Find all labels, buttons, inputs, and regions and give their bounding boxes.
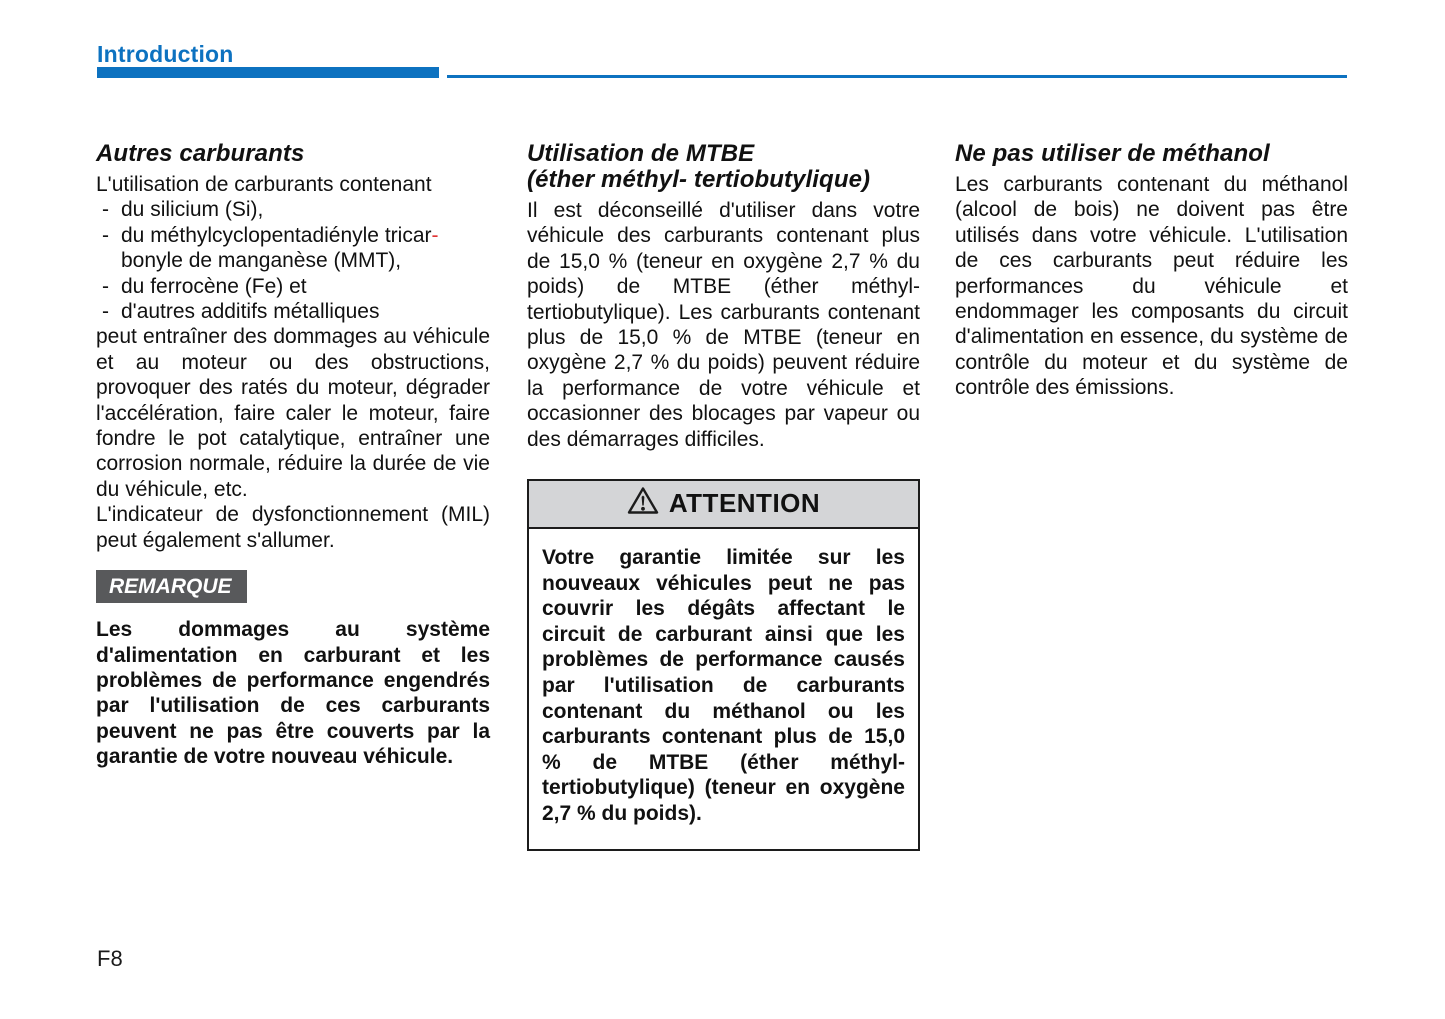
page-number: F8 [97, 946, 123, 971]
section-heading-methanol: Ne pas utiliser de méthanol [955, 140, 1270, 167]
paragraph-mtbe: Il est déconseillé d'utiliser dans votre véhicule des carburants contenant plus de 15,0 % (teneur en oxygène 2,7 % du poids) de MTBE (éther méthyl- tertiobutylique). Les carburants contenant plus de 15,0 % de MTBE (teneur en oxygène 2,7 % du poids) peuvent réduire la performance de votre véhicule et occasionner des blocages par vapeur ou des démarrages difficiles. [527, 199, 920, 451]
attention-paragraph: Votre garantie limitée sur les nouveaux véhicules peut ne pas couvrir les dégâts affectant le circuit de carburant ainsi que les problèmes de performance causés par l'utilisation de carburants contenant du méthanol ou les carburants contenant plus de 15,0 % de MTBE (éther méthyl-tertiobutylique) (teneur en oxygène 2,7 % du poids). [542, 546, 905, 825]
column-methanol [955, 141, 1348, 401]
section-heading-mtbe [527, 141, 920, 193]
list-item-text [121, 223, 490, 274]
header-rule-line [447, 75, 1347, 78]
attention-body [529, 529, 918, 849]
fuel-additives-list [96, 197, 490, 324]
attention-label: ATTENTION [668, 488, 821, 519]
paragraph-damages: peut entraîner des dommages au véhicule et au moteur ou des obstructions, provoquer des ratés du moteur, dégrader l'accélération, faire caler le moteur, faire fondre le pot catalytique, entraîner une corrosion normale, réduire la durée de vie du véhicule, etc. [96, 325, 490, 501]
list-item-mmt [96, 223, 490, 274]
remarque-badge: REMARQUE [96, 570, 247, 603]
warning-triangle-icon [627, 486, 659, 519]
attention-box [527, 479, 920, 851]
title-underline-bar [97, 67, 439, 78]
mmt-line2: bonyle de manganèse (MMT), [121, 249, 402, 273]
heading-line2: (éther méthyl- tertiobutylique) [527, 166, 871, 193]
list-item-silicium [96, 197, 490, 222]
list-item-text: d'autres additifs métalliques [121, 300, 380, 324]
list-dash: - [102, 274, 109, 298]
list-item-text: du silicium (Si), [121, 198, 264, 222]
list-dash: - [102, 300, 109, 324]
list-item-autres-additifs [96, 299, 490, 324]
column-mtbe [527, 141, 920, 851]
intro-line: L'utilisation de carburants contenant [96, 173, 432, 196]
attention-header [529, 481, 918, 529]
paragraph-mil: L'indicateur de dysfonctionnement (MIL) peut également s'allumer. [96, 503, 490, 552]
red-hyphenation-mark: - [431, 223, 439, 247]
mmt-line1: du méthylcyclopentadiényle tricar [121, 223, 432, 247]
list-item-ferrocene [96, 274, 490, 299]
list-item-text: du ferrocène (Fe) et [121, 274, 307, 298]
paragraph-methanol: Les carburants contenant du méthanol (alcool de bois) ne doivent pas être utilisés dans votre véhicule. L'utilisation de ces carburants peut réduire les performances du véhicule et endommager les composants du circuit d'alimentation en essence, du système de contrôle du moteur et du système de contrôle des émissions. [955, 173, 1348, 400]
list-dash: - [102, 223, 109, 247]
heading-line1: Utilisation de MTBE [527, 140, 755, 167]
list-dash: - [102, 198, 109, 222]
column-autres-carburants [96, 141, 490, 770]
section-heading-autres-carburants: Autres carburants [96, 140, 305, 167]
page-title: Introduction [97, 41, 234, 67]
remarque-paragraph: Les dommages au système d'alimentation en carburant et les problèmes de performance engendrés par l'utilisation de ces carburants peuvent ne pas être couverts par la garantie de votre nouveau véhicule. [96, 618, 490, 769]
